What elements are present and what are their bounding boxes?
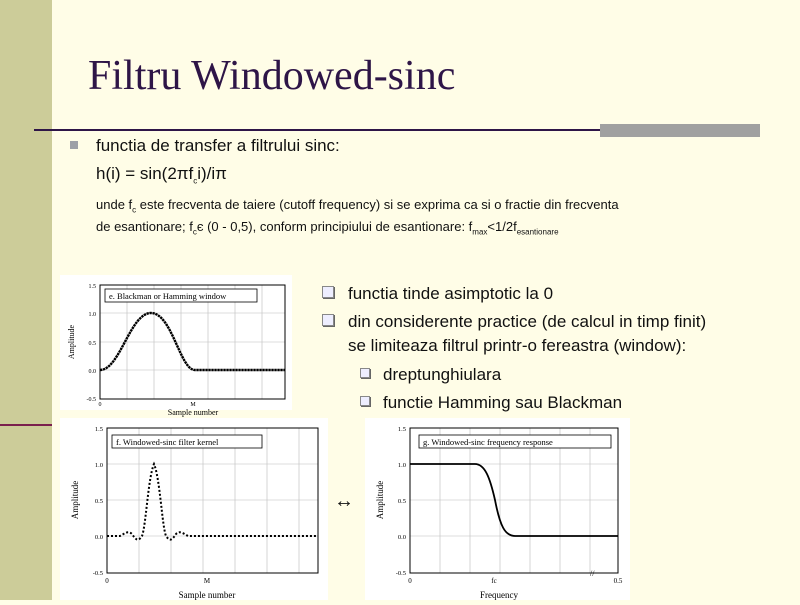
chart-response-grid: [410, 428, 618, 573]
y-tick: 0.0: [94, 534, 103, 541]
bullet-transfer-function: functia de transfer a filtrului sinc:: [96, 136, 340, 155]
y-tick: 0.5: [397, 498, 406, 505]
x-axis-label: Sample number: [178, 590, 236, 600]
note-sub: c: [192, 227, 197, 237]
x-tick: 0.5: [613, 577, 623, 585]
bullet-practical-line1: din considerente practice (de calcul in timp finit): [348, 312, 707, 331]
chart-response-panel: [365, 418, 630, 600]
kernel-curve: [107, 464, 318, 540]
title-rule: [34, 129, 600, 131]
y-tick: -0.5: [86, 397, 96, 403]
plot-frame: [107, 428, 318, 573]
chart-kernel-grid: [107, 428, 318, 573]
x-tick: fc: [491, 577, 497, 585]
chart-window-panel: [60, 275, 292, 417]
note-text: <1/2f: [487, 219, 517, 234]
sidebar-decoration: [0, 0, 52, 600]
x-tick: 0: [105, 577, 109, 585]
slide-title: Filtru Windowed-sinc: [88, 53, 456, 99]
y-tick: 0.5: [94, 498, 103, 505]
y-tick: 1.5: [397, 426, 406, 433]
sub-bullet-hamming-blackman: functie Hamming sau Blackman: [383, 393, 623, 412]
x-tick: M: [190, 402, 196, 408]
chart-title: g. Windowed-sinc frequency response: [423, 437, 553, 447]
axis-break-mark: //: [590, 569, 595, 578]
y-tick: 0.5: [88, 341, 96, 347]
bullet-marker: [322, 314, 334, 326]
y-tick: 1.5: [94, 426, 103, 433]
x-axis-label: Sample number: [167, 408, 219, 417]
note-sub: esantionare: [516, 227, 559, 237]
title-rule-bar: [600, 124, 760, 137]
double-arrow-icon: ↔: [334, 490, 354, 512]
formula: [96, 164, 227, 185]
y-tick: 1.0: [88, 312, 96, 318]
plot-frame: [410, 428, 618, 573]
formula-sub: c: [193, 176, 198, 186]
bullet-practical-line2: se limiteaza filtrul printr-o fereastra (window):: [348, 336, 687, 355]
note-text: є (0 - 0,5), conform principiului de esantionare: f: [196, 219, 473, 234]
chart-title: e. Blackman or Hamming window: [109, 291, 227, 301]
sub-bullet-marker: [360, 396, 370, 406]
formula-text: h(i) = sin(2πf: [96, 164, 194, 183]
sub-bullet-rectangular: dreptunghiulara: [383, 365, 502, 384]
y-tick: 0.0: [397, 534, 406, 541]
x-tick: 0: [408, 577, 412, 585]
y-tick: -0.5: [395, 570, 406, 577]
chart-title: f. Windowed-sinc filter kernel: [116, 437, 219, 447]
chart-response: [365, 418, 630, 600]
chart-window: [60, 275, 292, 417]
window-curve: [100, 313, 285, 370]
x-tick: 0: [98, 402, 102, 408]
x-axis-label: Frequency: [480, 590, 518, 600]
chart-kernel: [60, 418, 328, 600]
formula-tail: i)/iπ: [197, 164, 227, 183]
sub-bullet-marker: [360, 368, 370, 378]
chart-kernel-panel: [60, 418, 328, 600]
note-text: de esantionare; f: [96, 219, 193, 234]
note-text: unde f: [96, 197, 133, 212]
note-sub: max: [472, 227, 488, 237]
note-sub: c: [132, 205, 137, 215]
note-line-1: [96, 197, 619, 215]
y-tick: 1.0: [397, 462, 406, 469]
x-tick: M: [203, 577, 211, 585]
bullet-asymptotic: functia tinde asimptotic la 0: [348, 284, 554, 303]
y-tick: 0.0: [88, 369, 96, 375]
y-axis-label: Amplitude: [70, 480, 80, 520]
note-line-2: [96, 219, 559, 237]
y-tick: -0.5: [92, 570, 103, 577]
y-tick: 1.0: [94, 462, 103, 469]
bullet-marker: [70, 141, 78, 149]
y-axis-label: Amplitude: [67, 324, 76, 360]
sidebar-accent-line: [0, 424, 52, 426]
y-axis-label: Amplitude: [375, 480, 385, 520]
y-tick: 1.5: [88, 284, 96, 290]
bullet-marker: [322, 286, 334, 298]
note-text: este frecventa de taiere (cutoff frequency) si se exprima ca si o fractie din frecventa: [136, 197, 619, 212]
